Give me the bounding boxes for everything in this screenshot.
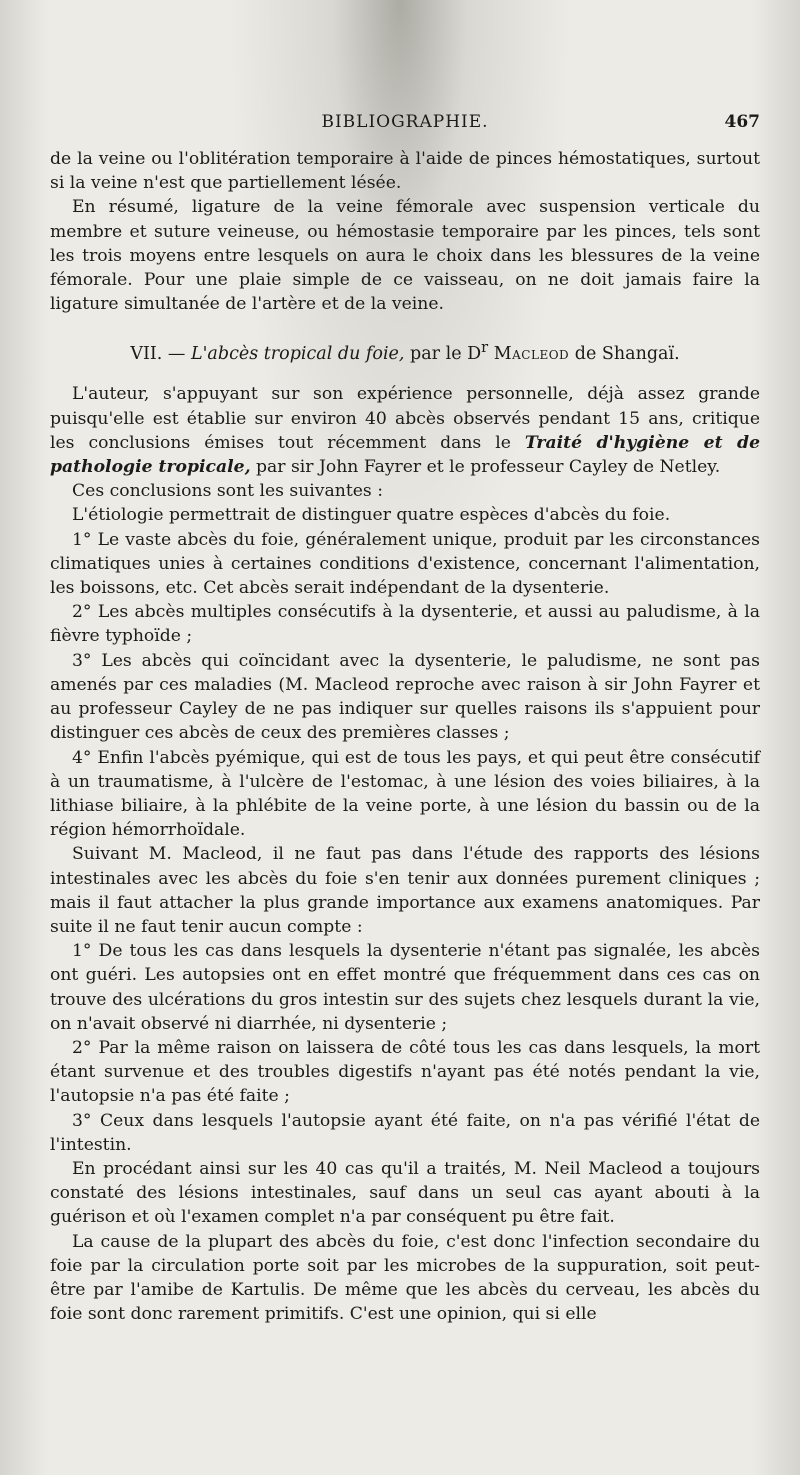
section-author: Macleod (493, 344, 570, 365)
paragraph-etiology: L'étiologie permettrait de distinguer quatre espèces d'abcès du foie. (72, 505, 671, 526)
book-title: Traité d'hygiène et de pathologie tropicale, (50, 432, 761, 478)
page-header (50, 112, 760, 136)
list-b-item-2: 2° Par la même raison on laissera de côté tous les cas dans lesquels, la mort étant survenue et des troubles digestifs n'ayant pas été notés pendant la vie, l'autopsie n'a pas été faite ; (50, 1037, 760, 1107)
section-title: L'abcès tropical du foie, (191, 344, 405, 365)
body-text (50, 147, 760, 1326)
paragraph-author (50, 382, 760, 479)
paragraph-following: Suivant M. Macleod, il ne faut pas dans l'étude des rapports des lésions intestinales avec les abcès du foie s'en tenir aux données purement cliniques ; mais il faut attacher la plus grande importance aux examens anatomiques. Par suite il ne faut tenir aucun compte : (50, 844, 760, 937)
list-item-3: 3° Les abcès qui coïncidant avec la dysenterie, le paludisme, ne sont pas amenés par ces maladies (M. Macleod reproche avec raison à sir John Fayrer et au professeur Cayley de ne pas indiquer sur quelles raisons ils s'appuient pour distinguer ces abcès de ceux des premières classes ; (50, 650, 760, 744)
paragraph-proceeding: En procédant ainsi sur les 40 cas qu'il a traités, M. Neil Macleod a toujours constaté des lésions intestinales, sauf dans un seul cas ayant abouti à la guérison et où l'examen complet n'a par conséquent pu être fait. (50, 1158, 760, 1228)
paragraph-carry-over: de la veine ou l'oblitération temporaire à l'aide de pinces hémostatiques, surtout si la veine n'est que partiellement lésée. (50, 149, 760, 194)
list-b-item-1: 1° De tous les cas dans lesquels la dysenterie n'étant pas signalée, les abcès ont guéri. Les autopsies ont en effet montré que fréquemment dans ces cas on trouve des ulcérations du gros intestin sur des sujets chez lesquels durant la vie, on n'avait observé ni diarrhée, ni dysenterie ; (50, 941, 760, 1034)
paragraph-conclusions: Ces conclusions sont les suivantes : (72, 481, 383, 502)
paragraph-summary: En résumé, ligature de la veine fémorale avec suspension verticale du membre et suture veineuse, ou hémostasie temporaire par les pinces, tels sont les trois moyens entre lesquels on aura le choix dans les blessures de la veine fémorale. Pour une plaie simple de ce vaisseau, on ne doit jamais faire la ligature simultanée de l'artère et de la veine. (50, 197, 760, 315)
list-item-2: 2° Les abcès multiples consécutifs à la dysenterie, et aussi au paludisme, à la fièvre typhoïde ; (50, 602, 760, 647)
section-number: VII. — (130, 344, 186, 365)
page-number: 467 (724, 112, 760, 132)
section-place: de Shangaï. (574, 344, 680, 365)
section-by: par le D (410, 344, 482, 365)
list-item-4: 4° Enfin l'abcès pyémique, qui est de tous les pays, et qui peut être consécutif à un traumatisme, à l'ulcère de l'estomac, à une lésion des voies biliaires, à la lithiase biliaire, à la phlébite de la veine porte, à une lésion du bassin ou de la région hémorrhoïdale. (50, 747, 760, 841)
list-b-item-3: 3° Ceux dans lesquels l'autopsie ayant été faite, on n'a pas vérifié l'état de l'intestin. (50, 1110, 760, 1155)
section-heading (50, 336, 760, 366)
paragraph-cause: La cause de la plupart des abcès du foie, c'est donc l'infection secondaire du foie par la circulation porte soit par les microbes de la suppuration, soit peut-être par l'amibe de Kartulis. De même que les abcès du cerveau, les abcès du foie sont donc rarement primitifs. C'est une opinion, qui si elle (50, 1231, 760, 1325)
author-text-start: L'auteur, s'appuyant sur son expérience personnelle, déjà assez grande puisqu'elle est établie sur environ 40 abcès observés pendant 15 ans, critique les conclusions émises tout récemment dans le (50, 384, 760, 453)
author-text-end: par sir John Fayrer et le professeur Cayley de Netley. (256, 457, 721, 478)
section-by-sup: r (481, 339, 489, 357)
running-title: BIBLIOGRAPHIE. (321, 112, 489, 132)
list-item-1: 1° Le vaste abcès du foie, généralement unique, produit par les circonstances climatiques unies à certaines conditions d'existence, concernant l'alimentation, les boissons, etc. Cet abcès serait indépendant de la dysenterie. (50, 529, 760, 599)
